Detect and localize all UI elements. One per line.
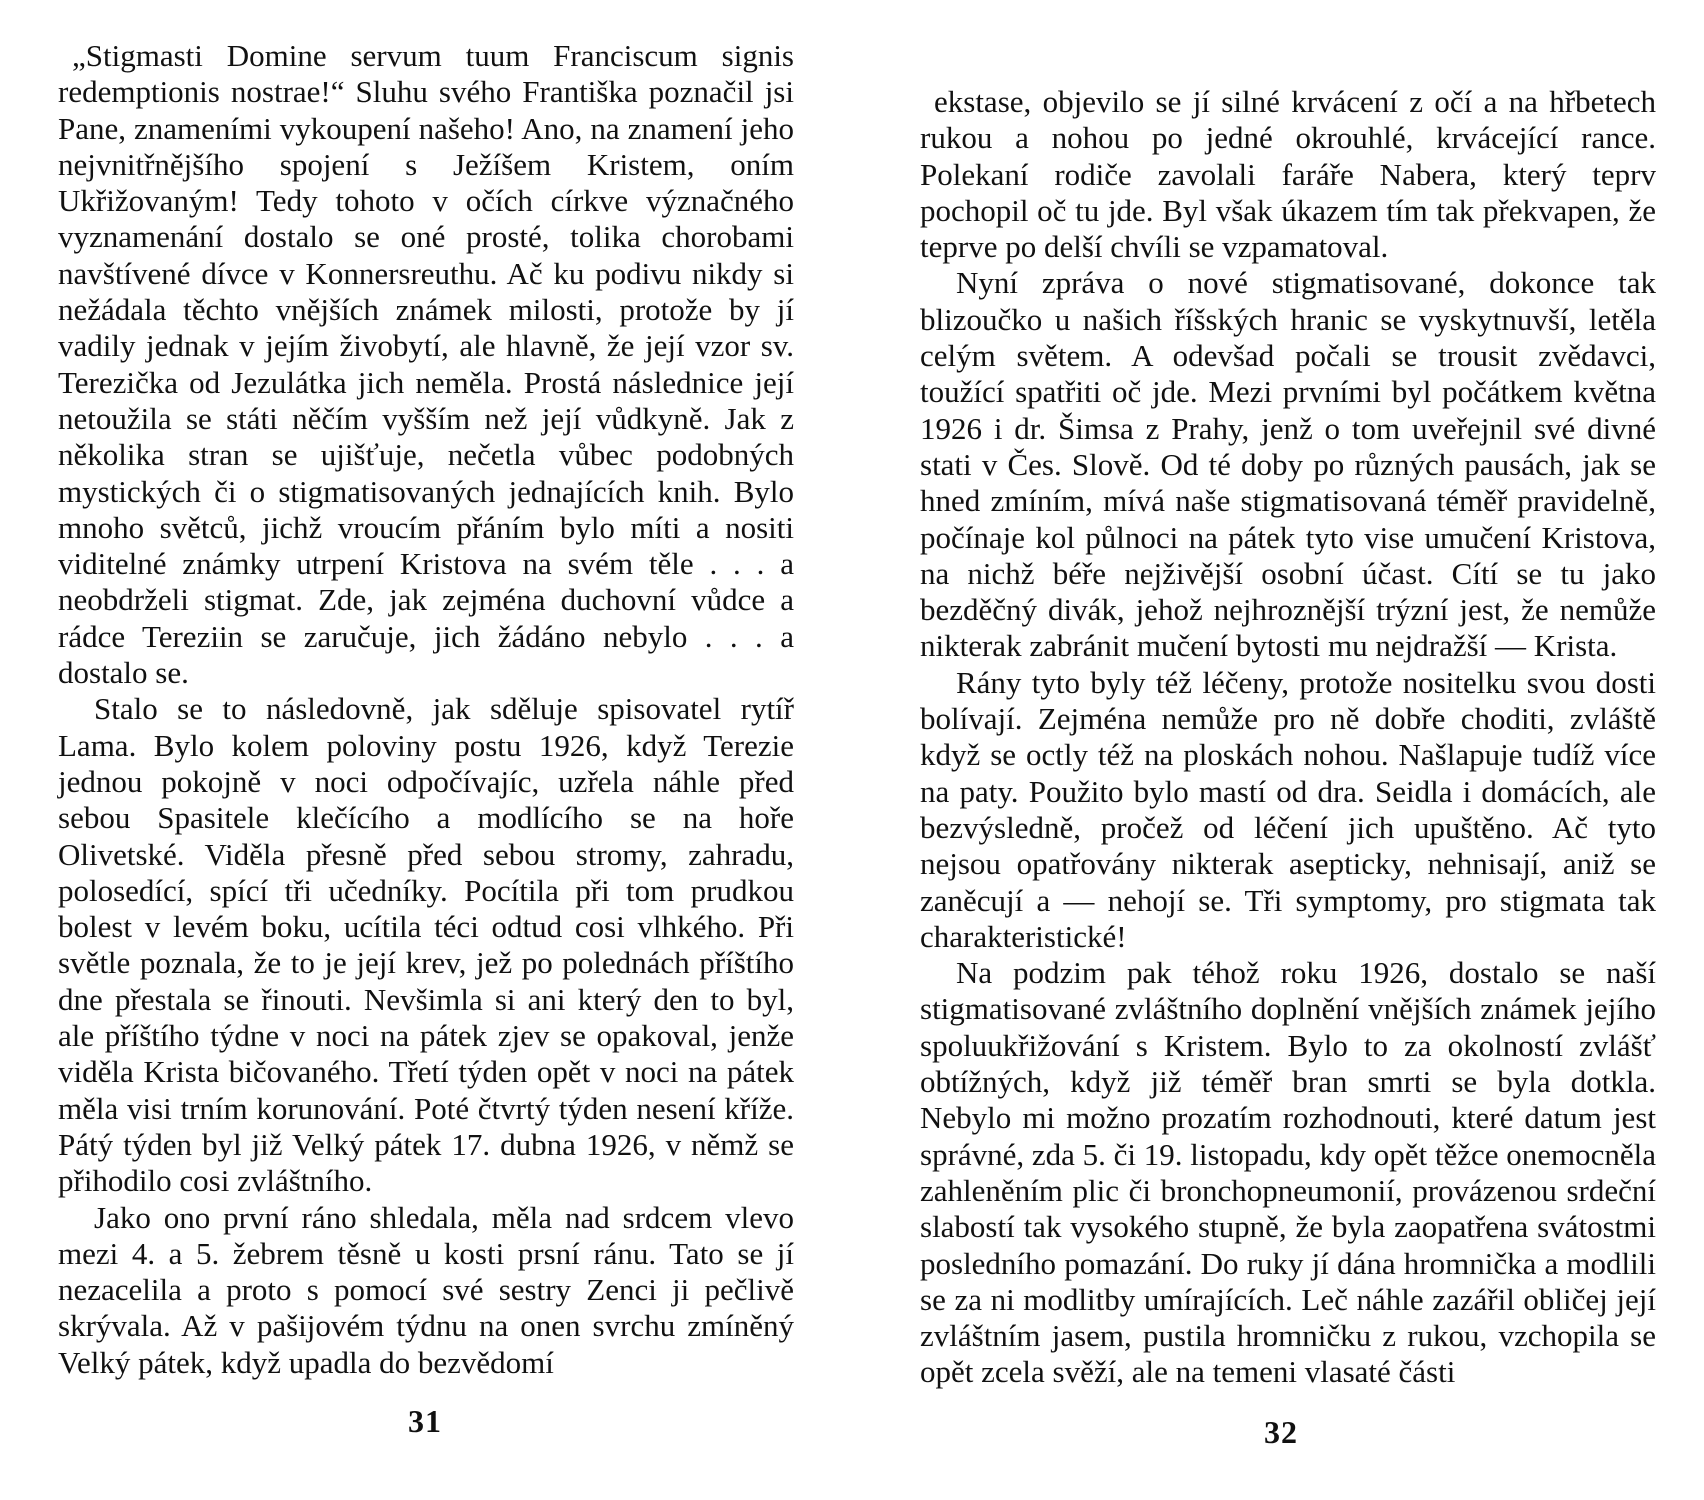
paragraph: „Stigmasti Domine servum tuum Franciscum signis redemptionis nostrae!“ Sluhu svého Františka poznačil jsi Pane, znameními vykoupení našeho! Ano, na znamení jeho nejvnitřnějšího spojení s Ježíšem Kristem, oním Ukřižovaným! Tedy tohoto v očích církve význačného vyznamenání dostalo se oné prosté, tolika chorobami navštívené dívce v Konnersreuthu. Ač ku podivu nikdy si nežádala těchto vnějších známek milosti, protože by jí vadily jednak v jejím živobytí, ale hlavně, že její vzor sv. Terezička od Jezulátka jich neměla. Prostá následnice její netoužila se státi něčím vyšším než její vůdkyně. Jak z několika stran se ujišťuje, nečetla vůbec podobných mystických či o stigmatisovaných jednajících knih. Bylo mnoho světců, jichž vroucím přáním bylo míti a nositi viditelné známky utrpení Kristova na svém těle . . . a neobdrželi stigmat. Zde, jak zejména duchovní vůdce a rádce Tereziin se zaručuje, jich žádáno nebylo . . . a dostalo se. (58, 38, 794, 691)
paragraph: Nyní zpráva o nové stigmatisované, dokonce tak blizoučko u našich říšských hranic se vyskytnuvší, letěla celým světem. A odevšad počali se trousit zvědavci, toužící spatřiti oč jde. Mezi prvními byl počátkem května 1926 i dr. Šimsa z Prahy, jenž o tom uveřejnil své divné stati v Čes. Slově. Od té doby po různých pausách, jak se hned zmíním, mívá naše stigmatisovaná téměř pravidelně, počínaje kol půlnoci na pátek tyto vise umučení Kristova, na nichž béře nejživější osobní účast. Cítí se tu jako bezděčný divák, jehož nejhroznější trýzní jest, že nemůže nikterak zabránit mučení bytosti mu nejdražší — Krista. (920, 265, 1656, 664)
page-number: 32 (1264, 1414, 1298, 1450)
paragraph: Rány tyto byly též léčeny, protože nositelku svou dosti bolívají. Zejména nemůže pro ně dobře choditi, zvláště když se octly též na ploskách nohou. Našlapuje tudíž více na paty. Použito bylo mastí od dra. Seidla i domácích, ale bezvýsledně, pročež od léčení jich upuštěno. Ač tyto nejsou opatřovány nikterak asepticky, nehnisají, aniž se zaněcují a — nehojí se. Tři symptomy, pro stigmata tak charakteristické! (920, 664, 1656, 954)
paragraph: Jako ono první ráno shledala, měla nad srdcem vlevo mezi 4. a 5. žebrem těsně u kosti prsní ránu. Tato se jí nezacelila a proto s pomocí své sestry Zenci ji pečlivě skrývala. Až v pašijovém týdnu na onen svrchu zmíněný Velký pátek, když upadla do bezvědomí (58, 1199, 794, 1380)
paragraph: Stalo se to následovně, jak sděluje spisovatel rytíř Lama. Bylo kolem poloviny postu 1926, když Terezie jednou pokojně v noci odpočívajíc, uzřela náhle před sebou Spasitele klečícího a modlícího se na hoře Olivetské. Viděla přesně před sebou stromy, zahradu, polosedící, spící tři učedníky. Pocítila při tom prudkou bolest v levém boku, ucítila téci odtud cosi vlhkého. Při světle poznala, že to je její krev, jež po polednách příštího dne přestala se řinouti. Nevšimla si ani který den to byl, ale příštího týdne v noci na pátek zjev se opakoval, jenže viděla Krista bičovaného. Třetí týden opět v noci na pátek měla visi trním korunování. Poté čtvrtý týden nesení kříže. Pátý týden byl již Velký pátek 17. dubna 1926, v němž se přihodilo cosi zvláštního. (58, 691, 794, 1199)
left-page-text (58, 38, 794, 1381)
right-page (852, 0, 1704, 1500)
right-page-text (920, 84, 1656, 1391)
page-number: 31 (408, 1403, 442, 1439)
paragraph: ekstase, objevilo se jí silné krvácení z očí a na hřbetech rukou a nohou po jedné okrouhlé, krvácející rance. Polekaní rodiče zavolali faráře Nabera, který teprv pochopil oč tu jde. Byl však úkazem tím tak překvapen, že teprve po delší chvíli se vzpamatoval. (920, 84, 1656, 265)
paragraph: Na podzim pak téhož roku 1926, dostalo se naší stigmatisované zvláštního doplnění vnějších známek jejího spoluukřižování s Kristem. Bylo to za okolností zvlášť obtížných, když již téměř bran smrti se byla dotkla. Nebylo mi možno prozatím rozhodnouti, které datum jest správné, zda 5. či 19. listopadu, kdy opět těžce onemocněla zahleněním plic či bronchopneumonií, provázenou srdeční slabostí tak vysokého stupně, že byla zaopatřena svátostmi posledního pomazání. Do ruky jí dána hromnička a modlili se za ni modlitby umírajících. Leč náhle zazářil obličej její zvláštním jasem, pustila hromničku z rukou, vzchopila se opět zcela svěží, ale na temeni vlasaté části (920, 955, 1656, 1390)
